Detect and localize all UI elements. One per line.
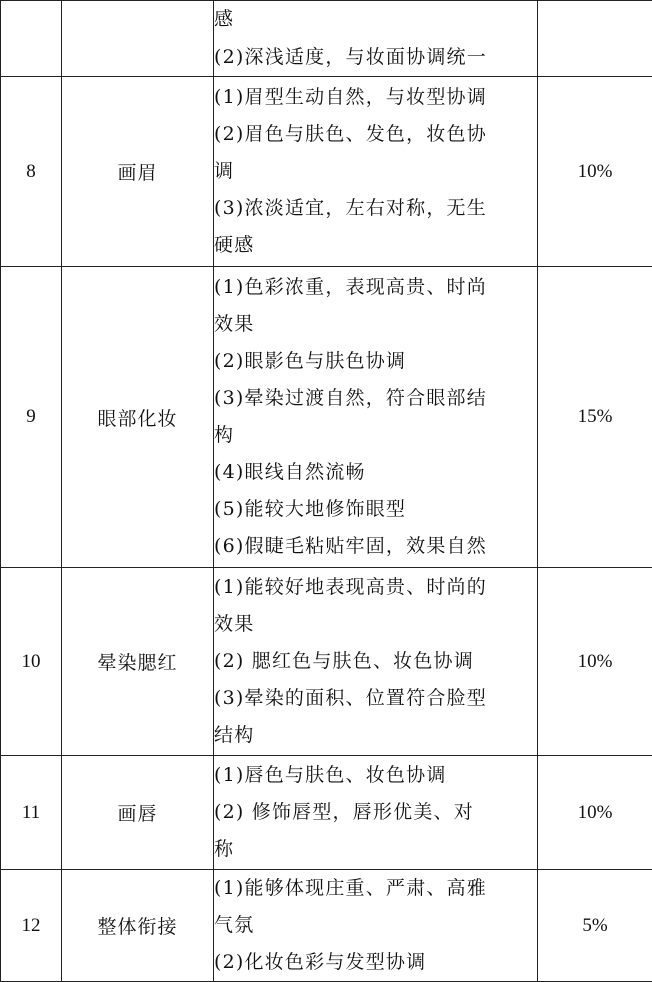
weight-cell: 15% <box>538 267 652 568</box>
requirement-line: (3)晕染的面积、位置符合脸型 <box>214 687 487 709</box>
item-number-cell: 12 <box>1 870 62 982</box>
item-name-cell: 画眉 <box>62 77 214 267</box>
requirement-line: (4)眼线自然流畅 <box>214 461 366 483</box>
requirement-line: (2)化妆色彩与发型协调 <box>214 951 427 973</box>
requirement-line: (1)眉型生动自然，与妆型协调 <box>214 86 487 108</box>
requirements-cell <box>214 77 538 267</box>
requirement-line: 气氛 <box>214 914 255 936</box>
item-name-cell: 眼部化妆 <box>62 267 214 568</box>
requirement-line: (3)晕染过渡自然，符合眼部结 <box>214 387 487 409</box>
requirement-line: (2)眉色与肤色、发色，妆色协 <box>214 123 487 145</box>
requirements-cell <box>214 756 538 870</box>
requirement-line: 硬感 <box>214 234 255 256</box>
requirement-line: 效果 <box>214 313 255 335</box>
weight-cell: 10% <box>538 568 652 756</box>
requirement-line: (1)唇色与肤色、妆色协调 <box>214 764 447 786</box>
requirement-line: (2) 修饰唇型，唇形优美、对 <box>214 801 474 823</box>
table-row <box>1 870 652 982</box>
requirement-line: 构 <box>214 424 235 446</box>
requirements-cell <box>214 870 538 982</box>
item-number-cell: 8 <box>1 77 62 267</box>
table-row <box>1 267 652 568</box>
requirements-cell <box>214 568 538 756</box>
requirement-line: 效果 <box>214 613 255 635</box>
requirement-line: (1)色彩浓重，表现高贵、时尚 <box>214 276 487 298</box>
requirement-line: (5)能较大地修饰眼型 <box>214 498 407 520</box>
item-name-cell: 晕染腮红 <box>62 568 214 756</box>
requirements-cell <box>214 267 538 568</box>
requirement-line: 感 <box>214 8 235 30</box>
item-number-cell: 9 <box>1 267 62 568</box>
table-row <box>1 568 652 756</box>
requirement-line: (6)假睫毛粘贴牢固，效果自然 <box>214 535 487 557</box>
weight-cell: 5% <box>538 870 652 982</box>
item-number-cell <box>1 1 62 77</box>
weight-cell <box>538 1 652 77</box>
requirement-line: (2)眼影色与肤色协调 <box>214 350 407 372</box>
requirement-line: (2)深浅适度，与妆面协调统一 <box>214 46 487 68</box>
item-name-cell: 画唇 <box>62 756 214 870</box>
item-number-cell: 11 <box>1 756 62 870</box>
requirement-line: 结构 <box>214 724 255 746</box>
requirements-cell <box>214 1 538 77</box>
requirement-line: 称 <box>214 838 235 860</box>
requirement-line: (1)能较好地表现高贵、时尚的 <box>214 576 487 598</box>
weight-cell: 10% <box>538 77 652 267</box>
item-number-cell: 10 <box>1 568 62 756</box>
requirement-line: 调 <box>214 160 235 182</box>
item-name-cell <box>62 1 214 77</box>
requirement-line: (3)浓淡适宜，左右对称，无生 <box>214 197 487 219</box>
requirement-line: (2) 腮红色与肤色、妆色协调 <box>214 650 474 672</box>
table-row <box>1 756 652 870</box>
weight-cell: 10% <box>538 756 652 870</box>
requirement-line: (1)能够体现庄重、严肃、高雅 <box>214 877 487 899</box>
table-row <box>1 1 652 77</box>
item-name-cell: 整体衔接 <box>62 870 214 982</box>
table-row <box>1 77 652 267</box>
